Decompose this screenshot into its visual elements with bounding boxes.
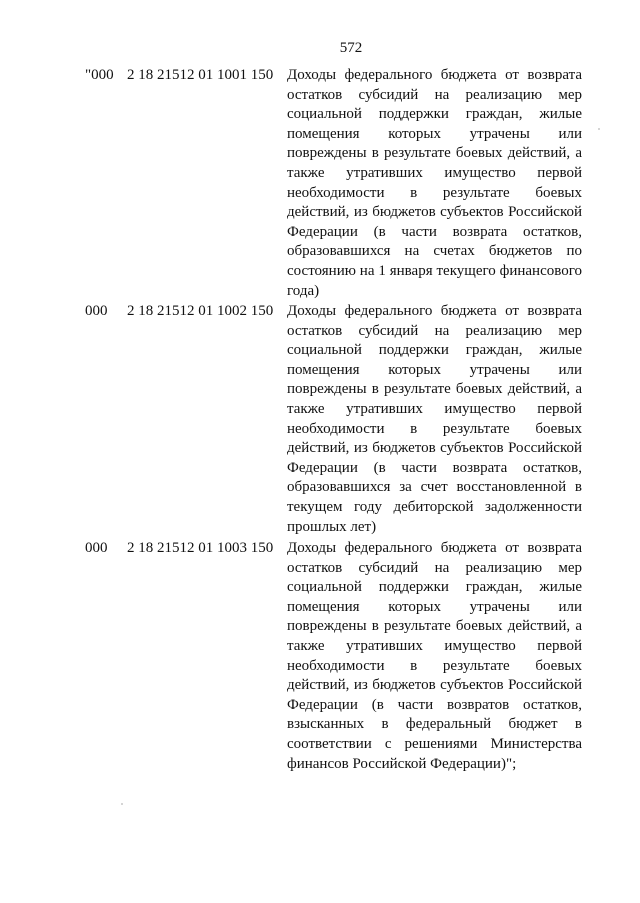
classification-code: 2 18 21512 01 1001 150 bbox=[127, 67, 274, 83]
page-number: 572 bbox=[339, 40, 363, 56]
income-description: Доходы федерального бюджета от возврата остатков субсидий на реализацию мер социальной поддержки граждан, жилые помещения которых утрачены или повреждены в результате боевых действий, а также утративших имущество первой необходимости в результате боевых действий, из бюджетов субъектов Российской Федерации (в части возврата остатков, образовавшихся за счет восстановленной в текущем году дебиторской задолженности прошлых лет) bbox=[287, 303, 582, 535]
scan-speck bbox=[598, 128, 600, 130]
income-description: Доходы федерального бюджета от возврата остатков субсидий на реализацию мер социальной поддержки граждан, жилые помещения которых утрачены или повреждены в результате боевых действий, а также утративших имущество первой необходимости в результате боевых действий, из бюджетов субъектов Российской Федерации (в части возвратов остатков, взысканных в федеральный бюджет в соответствии с решениями Министерства финансов Российской Федерации)"; bbox=[287, 540, 582, 772]
scan-speck bbox=[121, 803, 123, 805]
administrator-code: 000 bbox=[85, 540, 108, 556]
classification-code: 2 18 21512 01 1002 150 bbox=[127, 303, 274, 319]
classification-code: 2 18 21512 01 1003 150 bbox=[127, 540, 274, 556]
income-description: Доходы федерального бюджета от возврата остатков субсидий на реализацию мер социальной поддержки граждан, жилые помещения которых утрачены или повреждены в результате боевых действий, а также утративших имущество первой необходимости в результате боевых действий, из бюджетов субъектов Российской Федерации (в части возврата остатков, образовавшихся на счетах бюджетов по состоянию на 1 января текущего финансового года) bbox=[287, 67, 582, 299]
administrator-code: "000 bbox=[85, 67, 114, 83]
administrator-code: 000 bbox=[85, 303, 108, 319]
